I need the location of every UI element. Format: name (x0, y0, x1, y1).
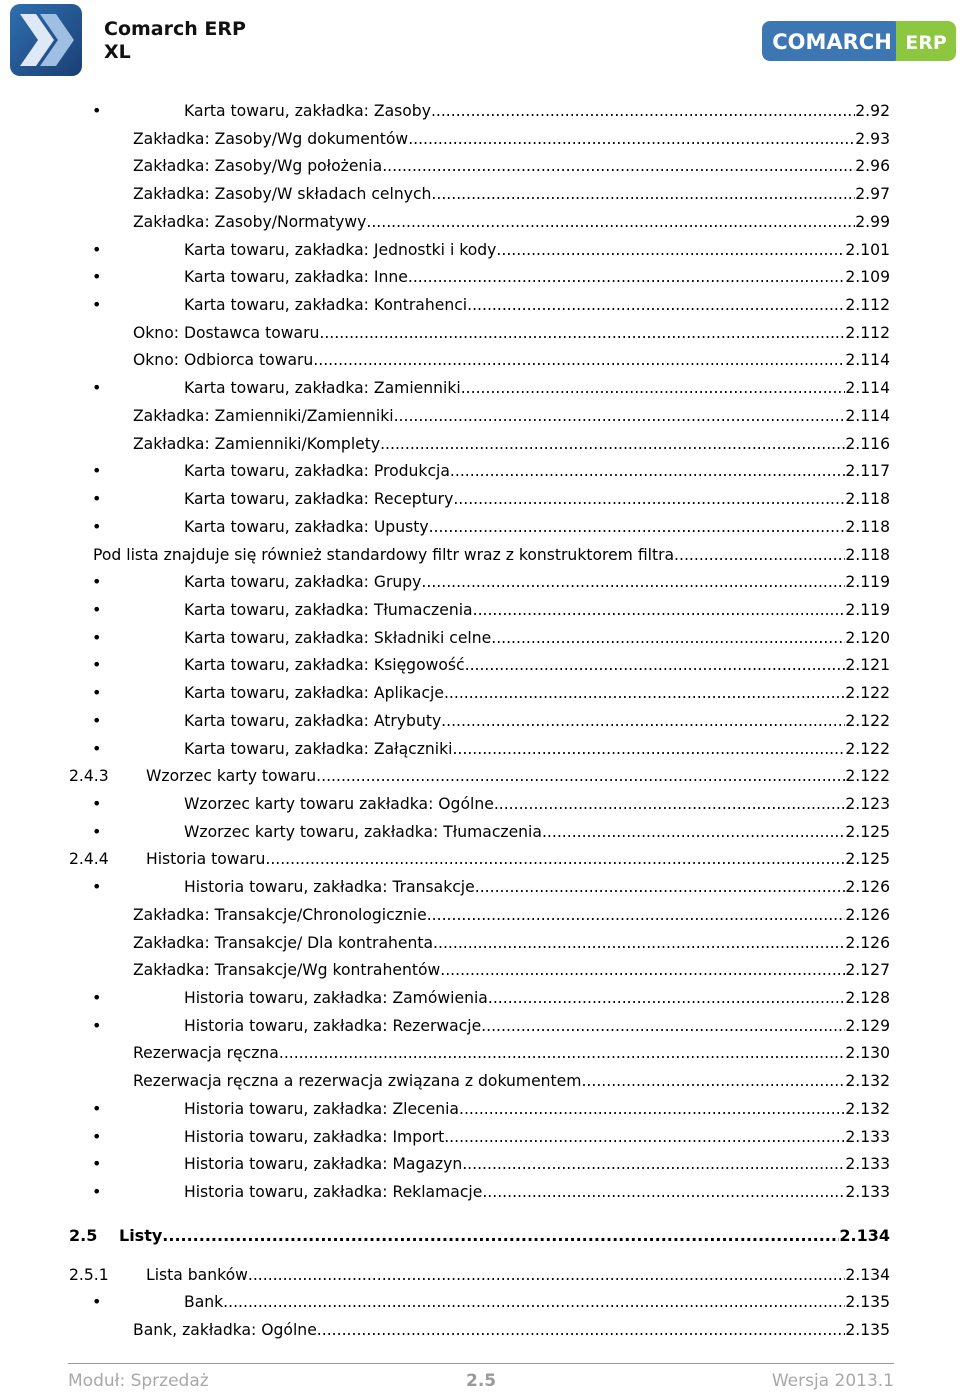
toc-entry-title: Karta towaru, zakładka: Receptury (184, 490, 454, 509)
toc-entry-page: 2.128 (845, 989, 890, 1008)
toc-entry[interactable] (0, 209, 960, 235)
dot-leader (408, 126, 855, 152)
toc-entry[interactable] (0, 237, 960, 263)
toc-entry[interactable] (0, 1040, 960, 1066)
toc-entry-title: Karta towaru, zakładka: Załączniki (184, 739, 453, 758)
dot-leader (461, 375, 846, 401)
toc-entry-title: Zakładka: Zasoby/Normatywy (133, 212, 367, 231)
toc-entry[interactable] (0, 1151, 960, 1177)
toc-entry-page: 2.134 (845, 1265, 890, 1284)
toc-entry[interactable] (0, 597, 960, 623)
bullet-icon: • (92, 738, 102, 758)
dot-leader (452, 736, 845, 762)
toc-entry-page: 2.112 (845, 296, 890, 315)
toc-entry[interactable] (0, 1179, 960, 1205)
toc-entry-page: 2.135 (845, 1320, 890, 1339)
toc-entry-page: 2.114 (845, 379, 890, 398)
toc-entry[interactable] (0, 763, 960, 789)
dot-leader (462, 1151, 845, 1177)
dot-leader (459, 1096, 845, 1122)
toc-entry-title: Zakładka: Zasoby/Wg dokumentów (133, 129, 409, 148)
toc-entry-title: Karta towaru, zakładka: Zamienniki (184, 379, 461, 398)
toc-entry[interactable] (0, 458, 960, 484)
toc-entry-title: Karta towaru, zakładka: Inne (184, 268, 408, 287)
dot-leader (453, 486, 845, 512)
dot-leader (444, 680, 845, 706)
toc-entry[interactable] (0, 1068, 960, 1094)
dot-leader (581, 1068, 845, 1094)
dot-leader (421, 569, 845, 595)
toc-entry-page: 2.129 (845, 1016, 890, 1035)
toc-entry-page: 2.114 (845, 406, 890, 425)
toc-entry-page: 2.123 (845, 795, 890, 813)
toc-entry-title: Zakładka: Zamienniki/Zamienniki (133, 406, 394, 425)
dot-leader (440, 957, 845, 983)
toc-entry-page: 2.127 (845, 961, 890, 980)
toc-entry-title: Historia towaru, zakładka: Zlecenia (184, 1099, 459, 1118)
bullet-icon: • (92, 655, 102, 675)
bullet-icon: • (92, 988, 102, 1008)
toc-entry-page: 2.125 (845, 822, 890, 841)
dot-leader (394, 403, 846, 429)
toc-entry[interactable] (0, 1289, 960, 1315)
brand-title (104, 18, 246, 64)
toc-entry-title: Zakładka: Zamienniki/Komplety (133, 434, 381, 453)
dot-leader (408, 264, 845, 290)
toc-entry-title: Historia towaru, zakładka: Reklamacje (184, 1183, 483, 1202)
dot-leader (316, 763, 845, 789)
dot-leader (366, 209, 855, 235)
dot-leader (473, 597, 846, 623)
toc-entry-page: 2.134 (839, 1225, 890, 1245)
toc-entry-title: Wzorzec karty towaru (146, 767, 317, 786)
toc-entry-page: 2.118 (845, 545, 890, 564)
toc-entry-page: 2.118 (845, 490, 890, 509)
toc-entry[interactable] (0, 153, 960, 179)
toc-entry-page: 2.133 (845, 1155, 890, 1174)
toc-entry-number: 2.5 (69, 1225, 98, 1245)
dot-leader (488, 985, 845, 1011)
dot-leader (441, 708, 845, 734)
toc-entry-page: 2.132 (845, 1099, 890, 1118)
toc-entry-title: Karta towaru, zakładka: Kontrahenci (184, 296, 468, 315)
dot-leader (679, 542, 845, 568)
dot-leader (450, 458, 845, 484)
toc-entry[interactable] (0, 1013, 960, 1039)
toc-entry[interactable] (0, 819, 960, 845)
toc-entry[interactable] (0, 985, 960, 1011)
toc-entry[interactable] (0, 431, 960, 457)
toc-entry[interactable] (0, 181, 960, 207)
toc-entry[interactable] (0, 1317, 960, 1343)
toc-entry-title: Historia towaru, zakładka: Import (184, 1127, 445, 1146)
toc-entry-title: Okno: Odbiorca towaru (133, 351, 314, 370)
toc-entry-page: 2.93 (855, 129, 890, 148)
dot-leader (248, 1262, 845, 1288)
bullet-icon: • (92, 710, 102, 730)
toc-entry[interactable] (0, 1262, 960, 1288)
toc-entry-title: Zakładka: Transakcje/Chronologicznie (133, 905, 427, 924)
brand-line-1: Comarch ERP (104, 18, 246, 40)
toc-entry-title: Zakładka: Transakcje/ Dla kontrahenta (133, 933, 434, 952)
toc-entry-title: Historia towaru, zakładka: Magazyn (184, 1155, 463, 1174)
bullet-icon: • (92, 239, 102, 259)
toc-entry-title: Karta towaru, zakładka: Atrybuty (184, 711, 442, 730)
dot-leader (265, 846, 845, 872)
dot-leader (496, 237, 845, 263)
toc-entry-title: Listy (119, 1225, 163, 1245)
toc-entry-page: 2.101 (845, 240, 890, 259)
toc-entry[interactable] (0, 1096, 960, 1122)
toc-entry-title: Wzorzec karty towaru zakładka: Ogólne (184, 795, 494, 813)
toc-entry-page: 2.122 (845, 684, 890, 703)
toc-entry-title: Historia towaru, zakładka: Rezerwacje (184, 1016, 482, 1035)
dot-leader (482, 1179, 845, 1205)
dot-leader (444, 1124, 845, 1150)
toc-entry-page: 2.121 (845, 656, 890, 675)
bullet-icon: • (92, 1182, 102, 1202)
toc-entry-title: Bank, zakładka: Ogólne (133, 1320, 317, 1339)
toc-entry[interactable] (0, 347, 960, 373)
toc-entry-page: 2.126 (845, 878, 890, 897)
toc-entry-title: Rezerwacja ręczna (133, 1044, 279, 1063)
toc-entry[interactable] (0, 902, 960, 928)
dot-leader (431, 98, 855, 124)
footer-divider (68, 1363, 894, 1364)
footer-chapter: 2.5 (466, 1371, 497, 1391)
comarch-erp-logo-icon (762, 20, 956, 62)
toc-entry-title: Karta towaru, zakładka: Składniki celne (184, 628, 492, 647)
bullet-icon: • (92, 627, 102, 647)
dot-leader (431, 181, 855, 207)
bullet-icon: • (92, 461, 102, 481)
dot-leader (429, 514, 846, 540)
logo-text-comarch: COMARCH (772, 30, 892, 54)
toc-entry-title: Historia towaru, zakładka: Transakcje (184, 878, 475, 897)
toc-entry[interactable] (0, 375, 960, 401)
toc-entry-page: 2.92 (855, 102, 890, 120)
toc-entry-page: 2.122 (845, 767, 890, 786)
toc-entry-title: Karta towaru, zakładka: Produkcja (184, 462, 450, 481)
bullet-icon: • (92, 1098, 102, 1118)
toc-entry-page: 2.120 (845, 628, 890, 647)
brand-line-2: XL (104, 41, 131, 63)
toc-entry-page: 2.133 (845, 1127, 890, 1146)
toc-entry-page: 2.116 (845, 434, 890, 453)
bullet-icon: • (92, 794, 102, 813)
toc-entry-page: 2.126 (845, 933, 890, 952)
dot-leader (223, 1289, 845, 1315)
toc-entry[interactable] (0, 292, 960, 318)
toc-entry[interactable] (0, 542, 960, 568)
toc-entry[interactable] (0, 403, 960, 429)
toc-entry-title: Karta towaru, zakładka: Upusty (184, 517, 429, 536)
toc-entry[interactable] (0, 514, 960, 540)
dot-leader (427, 902, 846, 928)
bullet-icon: • (92, 489, 102, 509)
toc-entry-page: 2.114 (845, 351, 890, 370)
toc-entry-title: Zakładka: Zasoby/W składach celnych (133, 185, 432, 204)
toc-entry-page: 2.109 (845, 268, 890, 287)
toc-entry-number: 2.5.1 (69, 1265, 109, 1284)
dot-leader (547, 819, 845, 845)
dot-leader (467, 292, 845, 318)
dot-leader (481, 1013, 845, 1039)
dot-leader (475, 874, 846, 900)
toc-entry-page: 2.96 (855, 157, 890, 176)
toc-entry-page: 2.119 (845, 573, 890, 592)
toc-entry[interactable] (0, 874, 960, 900)
toc-entry[interactable] (0, 957, 960, 983)
toc-entry-title: Historia towaru (146, 850, 266, 869)
toc-entry-title: Zakładka: Transakcje/Wg kontrahentów (133, 961, 441, 980)
toc-entry-page: 2.132 (845, 1072, 890, 1091)
footer-module: Moduł: Sprzedaż (68, 1371, 209, 1391)
dot-leader (162, 1223, 839, 1249)
toc-entry[interactable] (0, 930, 960, 956)
toc-entry-page: 2.112 (845, 323, 890, 342)
dot-leader (382, 153, 855, 179)
toc-entry-number: 2.4.4 (69, 850, 109, 869)
toc-entry-page: 2.133 (845, 1183, 890, 1202)
toc-entry-title: Historia towaru, zakładka: Zamówienia (184, 989, 488, 1008)
dot-leader (319, 320, 845, 346)
toc-entry-page: 2.126 (845, 905, 890, 924)
toc-entry[interactable] (0, 264, 960, 290)
toc-entry[interactable] (0, 1223, 960, 1249)
bullet-icon: • (92, 295, 102, 315)
toc-entry-page: 2.97 (855, 185, 890, 204)
bullet-icon: • (92, 572, 102, 592)
dot-leader (494, 791, 846, 817)
toc-entry-page: 2.122 (845, 739, 890, 758)
toc-entry-page: 2.118 (845, 517, 890, 536)
toc-entry-page: 2.119 (845, 600, 890, 619)
toc-entry-page: 2.99 (855, 212, 890, 231)
toc-entry[interactable] (0, 625, 960, 651)
toc-entry[interactable] (0, 736, 960, 762)
bullet-icon: • (92, 378, 102, 398)
toc-entry-page: 2.117 (845, 462, 890, 481)
toc-entry-title: Karta towaru, zakładka: Zasoby (184, 102, 431, 120)
dot-leader (317, 1317, 846, 1343)
toc-entry-title: Karta towaru, zakładka: Grupy (184, 573, 422, 592)
toc-entry[interactable] (0, 791, 960, 817)
toc-entry[interactable] (0, 486, 960, 512)
toc-entry[interactable] (0, 98, 960, 124)
toc-entry-title: Karta towaru, zakładka: Jednostki i kody (184, 240, 497, 259)
bullet-icon: • (92, 101, 102, 120)
toc-entry-title: Karta towaru, zakładka: Aplikacje (184, 684, 444, 703)
page-header (0, 0, 960, 80)
dot-leader (380, 431, 845, 457)
dot-leader (491, 625, 845, 651)
toc-entry-page: 2.122 (845, 711, 890, 730)
logo-text-erp: ERP (905, 32, 947, 54)
toc-entry-title: Karta towaru, zakładka: Tłumaczenia (184, 600, 473, 619)
toc-entry[interactable] (0, 652, 960, 678)
dot-leader (433, 930, 845, 956)
toc-entry-number: 2.4.3 (69, 767, 109, 786)
toc-entry[interactable] (0, 846, 960, 872)
toc-entry[interactable] (0, 569, 960, 595)
toc-entry-page: 2.135 (845, 1293, 890, 1312)
bullet-icon: • (92, 599, 102, 619)
toc-entry[interactable] (0, 708, 960, 734)
toc-entry-page: 2.125 (845, 850, 890, 869)
toc-entry-title: Okno: Dostawca towaru (133, 323, 320, 342)
toc-entry-title: Karta towaru, zakładka: Księgowość (184, 656, 465, 675)
toc-entry[interactable] (0, 680, 960, 706)
bullet-icon: • (92, 683, 102, 703)
toc-entry-title: Wzorzec karty towaru, zakładka: Tłumaczenia. (184, 822, 547, 841)
footer-version: Wersja 2013.1 (771, 1371, 894, 1391)
toc-entry-title: Rezerwacja ręczna a rezerwacja związana z dokumentem (133, 1072, 582, 1091)
toc-entry[interactable] (0, 1124, 960, 1150)
dot-leader (313, 347, 845, 373)
toc-entry-title: Bank (184, 1293, 224, 1312)
bullet-icon: • (92, 877, 102, 897)
dot-leader (465, 652, 846, 678)
toc-entry-page: 2.130 (845, 1044, 890, 1063)
bullet-icon: • (92, 267, 102, 287)
bullet-icon: • (92, 1126, 102, 1146)
bullet-icon: • (92, 1292, 102, 1312)
bullet-icon: • (92, 1154, 102, 1174)
bullet-icon: • (92, 821, 102, 841)
toc-entry-title: Zakładka: Zasoby/Wg położenia (133, 157, 383, 176)
toc-entry-title: Pod lista znajduje się również standardowy filtr wraz z konstruktorem filtra. (93, 545, 680, 564)
dot-leader (279, 1040, 845, 1066)
toc-entry-title: Lista banków (146, 1265, 248, 1284)
toc-entry[interactable] (0, 126, 960, 152)
bullet-icon: • (92, 1015, 102, 1035)
toc-entry[interactable] (0, 320, 960, 346)
bullet-icon: • (92, 516, 102, 536)
comarch-erp-xl-logo-icon (10, 4, 82, 76)
